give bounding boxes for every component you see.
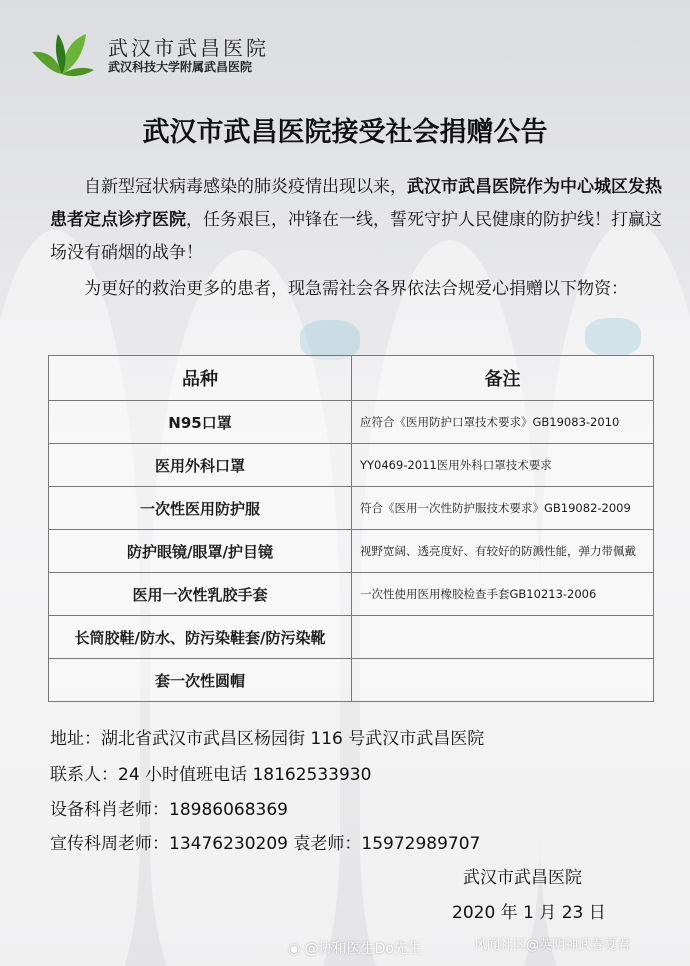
item-cell: N95口罩 — [49, 401, 352, 444]
publicity-contact-line: 宣传科周老师：13476230209 袁老师：15972989707 — [50, 834, 481, 854]
intro-paragraph — [50, 171, 662, 270]
contact-person-line: 联系人：24 小时值班电话 18162533930 — [50, 765, 372, 785]
logo-hospital-name: 武汉市武昌医院 — [108, 36, 269, 60]
table-row — [49, 401, 654, 444]
table-row — [49, 487, 654, 530]
date: 2020 年 1 月 23 日 — [452, 903, 606, 923]
note-cell: YY0469-2011医用外科口罩技术要求 — [352, 444, 654, 487]
item-cell: 医用外科口罩 — [49, 444, 352, 487]
table-row — [49, 616, 654, 659]
watermark-left — [288, 938, 422, 958]
equipment-contact-line: 设备科肖老师：18986068369 — [50, 800, 288, 820]
header-note: 备注 — [352, 356, 654, 401]
address-line: 地址：湖北省武汉市武昌区杨园街 116 号武汉市武昌医院 — [50, 729, 485, 749]
item-cell: 医用一次性乳胶手套 — [49, 573, 352, 616]
note-cell: 视野宽阔、透亮度好、有较好的防溅性能，弹力带佩戴 — [352, 530, 654, 573]
note-cell — [352, 659, 654, 702]
donation-table — [48, 355, 654, 702]
logo-subtitle: 武汉科技大学附属武昌医院 — [108, 60, 253, 74]
watermark-left-text: @协和医生Do先生 — [304, 941, 423, 957]
table-row — [49, 573, 654, 616]
hospital-logo — [28, 28, 288, 80]
note-cell — [352, 616, 654, 659]
request-text: 为更好的救治更多的患者，现急需社会各界依法合规爱心捐赠以下物资： — [84, 279, 628, 299]
note-cell: 一次性使用医用橡胶检查手套GB10213-2006 — [352, 573, 654, 616]
item-cell: 长筒胶鞋/防水、防污染鞋套/防污染靴 — [49, 616, 352, 659]
header-item: 品种 — [49, 356, 352, 401]
table-header-row — [49, 356, 654, 401]
page-title: 武汉市武昌医院接受社会捐赠公告 — [142, 117, 548, 148]
note-cell: 应符合《医用防护口罩技术要求》GB19083-2010 — [352, 401, 654, 444]
table-row — [49, 659, 654, 702]
intro-text-2: ，任务艰巨，冲锋在一线，誓死守护人民健康的防护线！打赢这场没有硝烟的战争！ — [50, 210, 662, 263]
item-cell: 一次性医用防护服 — [49, 487, 352, 530]
table-row — [49, 444, 654, 487]
request-paragraph — [50, 273, 662, 306]
weibo-icon: ◉ — [288, 941, 305, 957]
note-cell: 符合《医用一次性防护服技术要求》GB19082-2009 — [352, 487, 654, 530]
intro-text-1: 自新型冠状病毒感染的肺炎疫情出现以来， — [84, 177, 407, 197]
leaf-logo-icon — [28, 28, 96, 78]
table-row — [49, 530, 654, 573]
watermark-right: 风闻社区@英明神武春夏君 — [474, 938, 631, 953]
intro-text-bold: 武汉市武昌医院作为中心城区发热患者定点诊疗医院 — [50, 177, 662, 230]
item-cell: 套一次性圆帽 — [49, 659, 352, 702]
signature: 武汉市武昌医院 — [463, 868, 582, 888]
item-cell: 防护眼镜/眼罩/护目镜 — [49, 530, 352, 573]
